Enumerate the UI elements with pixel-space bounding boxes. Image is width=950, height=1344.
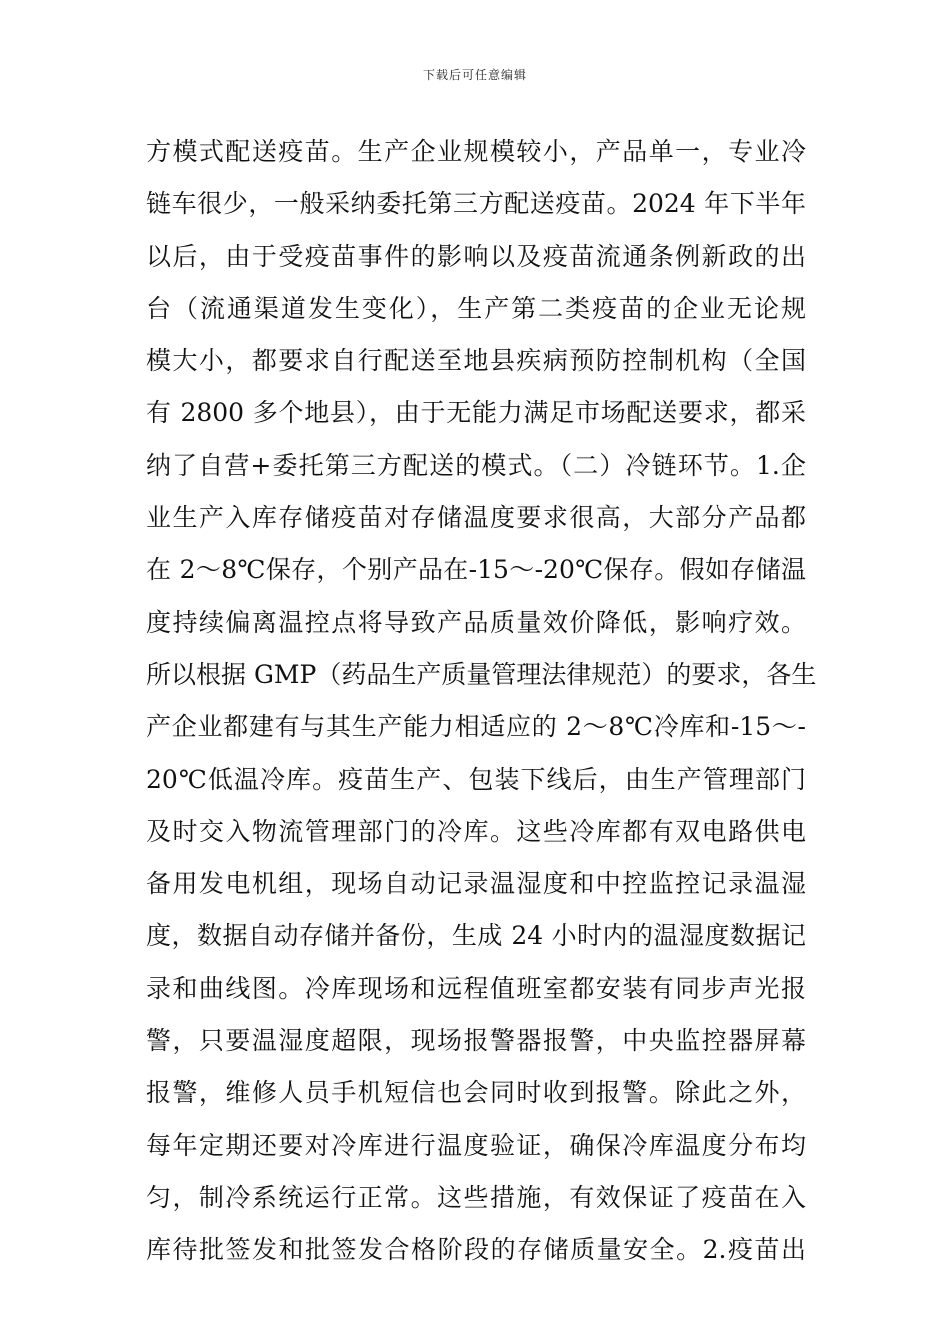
text-line: 录和曲线图。冷库现场和远程值班室都安装有同步声光报: [146, 973, 806, 1003]
document-body: [146, 126, 817, 1277]
text-line: 备用发电机组，现场自动记录温湿度和中控监控记录温湿: [146, 869, 806, 899]
text-line: 及时交入物流管理部门的冷库。这些冷库都有双电路供电: [146, 816, 806, 846]
text-line: 纳了自营+委托第三方配送的模式。（二）冷链环节。1.企: [146, 450, 806, 480]
page-header-note: 下载后可任意编辑: [422, 68, 527, 82]
text-line: 报警，维修人员手机短信也会同时收到报警。除此之外，: [146, 1078, 806, 1108]
text-line: 在 2～8℃保存，个别产品在-15～-20℃保存。假如存储温: [146, 555, 806, 585]
text-line: 所以根据 GMP（药品生产质量管理法律规范）的要求，各生: [146, 659, 817, 689]
text-line: 模大小，都要求自行配送至地县疾病预防控制机构（全国: [146, 346, 806, 376]
text-line: 台（流通渠道发生变化），生产第二类疫苗的企业无论规: [146, 293, 806, 323]
text-line: 匀，制冷系统运行正常。这些措施，有效保证了疫苗在入: [146, 1182, 806, 1212]
text-line: 度，数据自动存储并备份，生成 24 小时内的温湿度数据记: [146, 921, 806, 951]
text-line: 产企业都建有与其生产能力相适应的 2～8℃冷库和-15～-: [146, 712, 806, 742]
text-line: 有 2800 多个地县），由于无能力满足市场配送要求，都采: [146, 398, 806, 428]
text-line: 链车很少，一般采纳委托第三方配送疫苗。2024 年下半年: [146, 189, 806, 219]
text-line: 20℃低温冷库。疫苗生产、包装下线后，由生产管理部门: [146, 764, 806, 794]
text-line: 方模式配送疫苗。生产企业规模较小，产品单一，专业冷: [146, 137, 806, 166]
text-line: 每年定期还要对冷库进行温度验证，确保冷库温度分布均: [146, 1130, 806, 1160]
text-line: 警，只要温湿度超限，现场报警器报警，中央监控器屏幕: [146, 1026, 806, 1056]
text-line: 度持续偏离温控点将导致产品质量效价降低，影响疗效。: [146, 607, 806, 637]
text-line: 业生产入库存储疫苗对存储温度要求很高，大部分产品都: [146, 503, 806, 533]
text-line: 库待批签发和批签发合格阶段的存储质量安全。2.疫苗出: [146, 1235, 806, 1265]
text-line: 以后，由于受疫苗事件的影响以及疫苗流通条例新政的出: [146, 241, 806, 271]
